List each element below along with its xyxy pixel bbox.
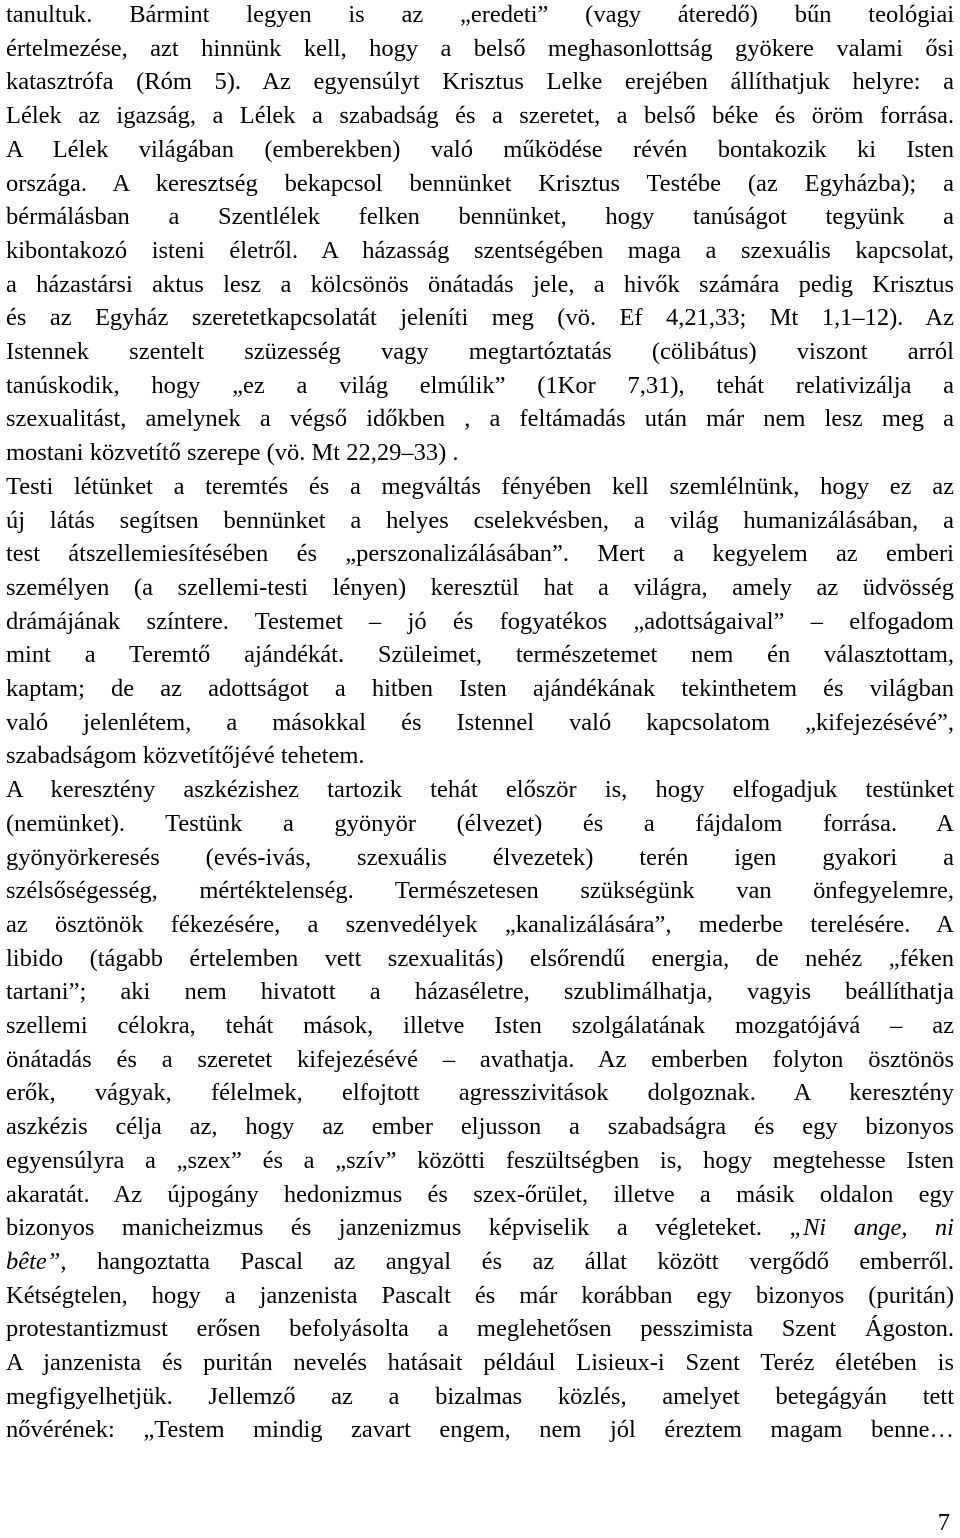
text-line: szabadságom közvetítőjévé tehetem. [6,742,365,770]
text-line: tanúskodik, hogy „ez a világ elmúlik” (1Kor 7,31), tehát relativizálja a [6,371,954,399]
text-line: akaratát. Az újpogány hedonizmus és szex-őrület, illetve a másik oldalon egy [6,1180,954,1208]
text-line: szexualitást, amelynek a végső időkben , a feltámadás után már nem lesz meg a [6,405,954,433]
text-line: libido (tágabb értelemben vett szexualitás) elsőrendű energia, de nehéz „féken [6,944,954,972]
text-line: Lélek az igazság, a Lélek a szabadság és a szeretet, a belső béke és öröm forrása. [6,102,954,130]
text-line: Istennek szentelt szüzesség vagy megtartóztatás (cölibátus) viszont arról [6,338,954,365]
text-line: szélsőségesség, mértéktelenség. Természetesen szükségünk van önfegyelemre, [6,877,954,905]
italic-quote: bête”, [6,1247,67,1275]
text-line: az ösztönök fékezésére, a szenvedélyek „kanalizálására”, mederbe terelésére. A [6,910,954,938]
text-line: mint a Teremtő ajándékát. Szüleimet, természetemet nem én választottam, [6,641,954,669]
text-line: kibontakozó isteni életről. A házasság szentségében maga a szexuális kapcsolat, [6,236,954,264]
text-line: A janzenista és puritán nevelés hatásait például Lisieux-i Szent Teréz életében is [6,1349,954,1376]
text-line: bête”, hangoztatta Pascal az angyal és az állat között vergődő emberről. [6,1247,954,1275]
text-line: A Lélek világában (emberekben) való működése révén bontakozik ki Isten [6,135,954,163]
italic-quote: „Ni ange, ni [789,1214,954,1242]
text-line: a házastársi aktus lesz a kölcsönös önátadás jele, a hivők számára pedig Krisztus [6,270,954,298]
text-line: tartani”; aki nem hivatott a házaséletre, szublimálhatja, vagyis beállíthatja [6,978,954,1006]
text-line: és az Egyház szeretetkapcsolatát jeleníti meg (vö. Ef 4,21,33; Mt 1,1–12). Az [6,304,954,332]
text-line: kaptam; de az adottságot a hitben Isten ajándékának tekinthetem és világban [6,675,954,702]
text-line: gyönyörkeresés (evés-ivás, szexuális élvezetek) terén igen gyakori a [6,843,954,871]
text-line: tanultuk. Bármint legyen is az „eredeti” (vagy áteredő) bűn teológiai [6,1,954,28]
text-line: szellemi célokra, tehát mások, illetve Isten szolgálatának mozgatójává – az [6,1012,954,1039]
text-line: önátadás és a szeretet kifejezésévé – avathatja. Az emberben folyton ösztönös [6,1045,954,1073]
page-number: 7 [937,1509,950,1536]
text-line: való jelenlétem, a másokkal és Istennel való kapcsolatom „kifejezésévé”, [6,708,954,736]
text-line: Kétségtelen, hogy a janzenista Pascalt és már korábban egy bizonyos (puritán) [6,1281,954,1309]
text-line: drámájának színtere. Testemet – jó és fogyatékos „adottságaival” – elfogadom [6,607,954,635]
text-line: (nemünket). Testünk a gyönyör (élvezet) és a fájdalom forrása. A [6,809,954,837]
text-line: bizonyos manicheizmus és janzenizmus képviselik a végleteket. „Ni ange, ni [6,1214,954,1242]
text-line: katasztrófa (Róm 5). Az egyensúlyt Krisztus Lelke erejében állíthatjuk helyre: a [6,68,954,96]
text-line: megfigyelhetjük. Jellemző az a bizalmas közlés, amelyet betegágyán tett [6,1382,954,1410]
text-line: test átszellemiesítésében és „perszonalizálásában”. Mert a kegyelem az emberi [6,540,954,568]
text-line: mostani közvetítő szerepe (vö. Mt 22,29–33) . [6,439,459,467]
text-line: bérmálásban a Szentlélek felken bennünket, hogy tanúságot tegyünk a [6,203,954,231]
text-line: Testi létünket a teremtés és a megváltás fényében kell szemlélnünk, hogy ez az [6,472,954,500]
text-line: egyensúlyra a „szex” és a „szív” közötti feszültségben is, hogy megtehesse Isten [6,1146,954,1174]
text-line: nővérének: „Testem mindig zavart engem, nem jól éreztem magam benne… [6,1416,954,1444]
text-line: aszkézis célja az, hogy az ember eljusson a szabadságra és egy bizonyos [6,1113,954,1141]
text-line: erők, vágyak, félelmek, elfojtott agresszivitások dolgoznak. A keresztény [6,1079,954,1107]
text-line: új látás segítsen bennünket a helyes cselekvésben, a világ humanizálásában, a [6,506,954,534]
text-line: országa. A keresztség bekapcsol bennünket Krisztus Testébe (az Egyházba); a [6,169,954,197]
text-line: személyen (a szellemi-testi lényen) keresztül hat a világra, amely az üdvösség [6,573,954,601]
text-line: értelmezése, azt hinnünk kell, hogy a belső meghasonlottság gyökere valami ősi [6,34,954,62]
text-line: A keresztény aszkézishez tartozik tehát először is, hogy elfogadjuk testünket [6,776,954,804]
text-line: protestantizmust erősen befolyásolta a meglehetősen pesszimista Szent Ágoston. [6,1315,954,1343]
